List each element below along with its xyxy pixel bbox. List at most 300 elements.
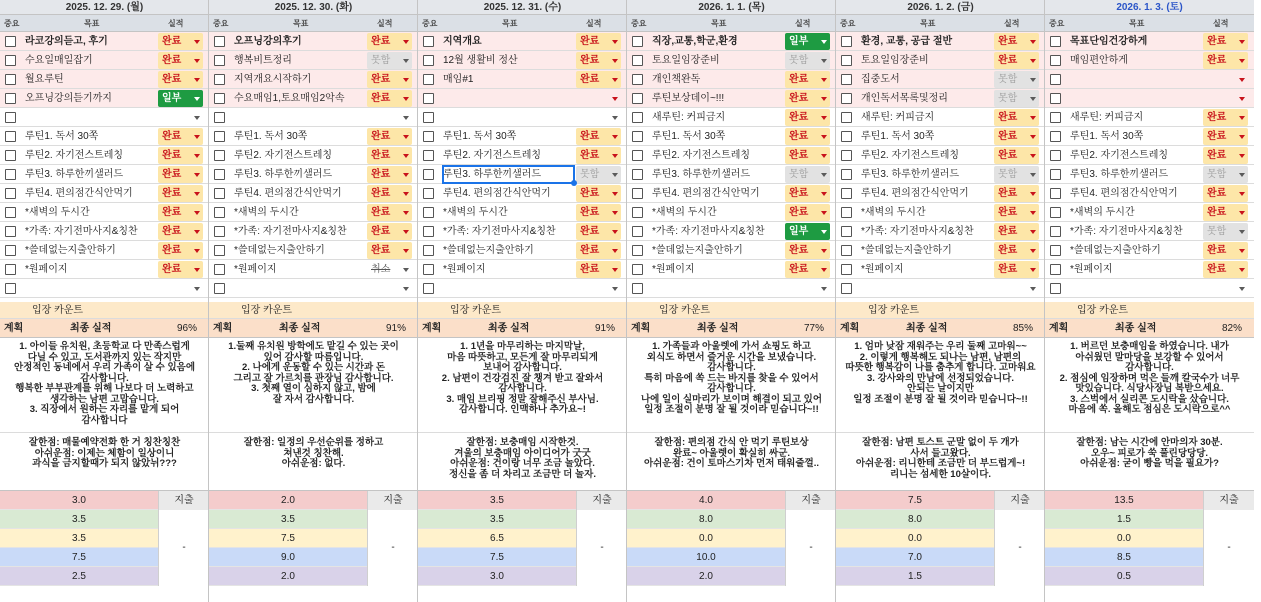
task-name[interactable]: 루틴2. 자기전스트레칭 [234, 150, 333, 161]
status-dropdown[interactable] [785, 261, 830, 278]
task-name[interactable]: 루틴4. 편의점간식안먹기 [234, 188, 342, 199]
status-dropdown[interactable] [994, 204, 1039, 221]
status-dropdown[interactable] [1203, 147, 1248, 164]
number-cell[interactable]: 3.0 [0, 491, 158, 510]
number-cell[interactable]: 7.5 [209, 529, 367, 548]
status-dropdown[interactable] [994, 261, 1039, 278]
task-name[interactable]: 오프닝강의듣기까지 [25, 93, 112, 104]
chevron-down-icon[interactable] [403, 154, 409, 158]
chevron-down-icon[interactable] [1239, 59, 1245, 63]
task-checkbox[interactable] [632, 131, 643, 142]
status-dropdown[interactable] [576, 33, 621, 50]
status-dropdown[interactable] [785, 204, 830, 221]
task-checkbox[interactable] [841, 169, 852, 180]
task-checkbox[interactable] [632, 264, 643, 275]
status-dropdown[interactable] [1203, 261, 1248, 278]
chevron-down-icon[interactable] [1030, 154, 1036, 158]
task-name[interactable]: 월요루틴 [25, 74, 64, 85]
status-dropdown[interactable] [994, 223, 1039, 240]
review-text[interactable]: 잘한점: 남는 시간에 안마의자 30분. 오우~ 피로가 쑥 풀린당당당. 아쉬운점: 굳이 빵을 먹을 필요가? [1045, 433, 1254, 491]
task-name[interactable]: *원페이지 [861, 264, 904, 275]
number-cell[interactable]: 3.5 [418, 510, 576, 529]
task-checkbox[interactable] [5, 264, 16, 275]
expense-value[interactable]: - [994, 510, 1045, 586]
chevron-down-icon[interactable] [821, 59, 827, 63]
task-name[interactable]: *가족: 자기전마사지&칭찬 [1070, 226, 1183, 237]
status-dropdown[interactable] [367, 71, 412, 88]
number-cell[interactable]: 3.5 [0, 529, 158, 548]
number-cell[interactable]: 10.0 [627, 548, 785, 567]
task-checkbox[interactable] [841, 55, 852, 66]
expense-value[interactable]: - [576, 510, 627, 586]
task-checkbox[interactable] [423, 283, 434, 294]
task-name[interactable]: *쓸데없는지출안하기 [234, 245, 325, 256]
task-checkbox[interactable] [214, 112, 225, 123]
task-name[interactable]: 루틴1. 독서 30쪽 [443, 131, 517, 142]
task-checkbox[interactable] [214, 55, 225, 66]
task-name[interactable]: *가족: 자기전마사지&칭찬 [861, 226, 974, 237]
status-dropdown[interactable] [994, 128, 1039, 145]
task-name[interactable] [234, 279, 366, 298]
task-checkbox[interactable] [423, 36, 434, 47]
task-name[interactable]: 루틴3. 하루한끼샐러드 [1070, 169, 1169, 180]
chevron-down-icon[interactable] [612, 211, 618, 215]
number-cell[interactable]: 7.0 [836, 548, 994, 567]
chevron-down-icon[interactable] [194, 135, 200, 139]
task-checkbox[interactable] [214, 245, 225, 256]
task-name[interactable]: *원페이지 [443, 264, 486, 275]
status-dropdown[interactable] [785, 52, 830, 69]
task-checkbox[interactable] [841, 226, 852, 237]
task-checkbox[interactable] [632, 93, 643, 104]
task-name[interactable] [443, 279, 575, 298]
task-checkbox[interactable] [841, 131, 852, 142]
task-name[interactable]: *쓸데없는지출안하기 [25, 245, 116, 256]
number-cell[interactable]: 1.5 [1045, 510, 1203, 529]
task-checkbox[interactable] [632, 245, 643, 256]
chevron-down-icon[interactable] [194, 249, 200, 253]
task-checkbox[interactable] [214, 150, 225, 161]
chevron-down-icon[interactable] [821, 78, 827, 82]
chevron-down-icon[interactable] [1030, 287, 1036, 291]
task-name[interactable]: 직장,교통,학군,환경 [652, 36, 738, 47]
status-dropdown[interactable] [367, 185, 412, 202]
task-checkbox[interactable] [632, 55, 643, 66]
chevron-down-icon[interactable] [403, 59, 409, 63]
chevron-down-icon[interactable] [1239, 116, 1245, 120]
status-dropdown[interactable] [785, 166, 830, 183]
status-dropdown[interactable] [367, 109, 412, 126]
task-checkbox[interactable] [214, 283, 225, 294]
task-checkbox[interactable] [214, 169, 225, 180]
status-dropdown[interactable] [158, 204, 203, 221]
task-name[interactable]: 새루틴: 커피금지 [652, 112, 726, 123]
status-dropdown[interactable] [1203, 166, 1248, 183]
status-dropdown[interactable] [158, 33, 203, 50]
status-dropdown[interactable] [367, 242, 412, 259]
task-name[interactable]: *쓸데없는지출안하기 [652, 245, 743, 256]
task-checkbox[interactable] [632, 36, 643, 47]
task-name[interactable]: *새벽의 두시간 [234, 207, 299, 218]
task-checkbox[interactable] [214, 93, 225, 104]
task-checkbox[interactable] [5, 131, 16, 142]
chevron-down-icon[interactable] [1239, 192, 1245, 196]
task-name[interactable] [443, 108, 575, 127]
task-checkbox[interactable] [632, 74, 643, 85]
status-dropdown[interactable] [576, 147, 621, 164]
task-name[interactable]: 개인책완독 [652, 74, 701, 85]
chevron-down-icon[interactable] [194, 192, 200, 196]
status-dropdown[interactable] [785, 90, 830, 107]
task-checkbox[interactable] [632, 169, 643, 180]
task-checkbox[interactable] [841, 112, 852, 123]
chevron-down-icon[interactable] [612, 135, 618, 139]
status-dropdown[interactable] [994, 242, 1039, 259]
task-checkbox[interactable] [214, 226, 225, 237]
task-checkbox[interactable] [841, 188, 852, 199]
task-checkbox[interactable] [632, 112, 643, 123]
task-name[interactable] [234, 108, 366, 127]
task-name[interactable]: 토요일임장준비 [861, 55, 929, 66]
task-name[interactable]: *쓸데없는지출안하기 [861, 245, 952, 256]
chevron-down-icon[interactable] [821, 249, 827, 253]
status-dropdown[interactable] [994, 90, 1039, 107]
review-text[interactable]: 잘한점: 보충매임 시작한것. 겨울의 보충매임 아이디어가 굿굿 아쉬운점: 건이랑 너무 조금 놀았다. 정신을 좀 더 차리고 조금만 더 놀자. [418, 433, 627, 491]
task-checkbox[interactable] [423, 245, 434, 256]
task-name[interactable]: 루틴1. 독서 30쪽 [1070, 131, 1144, 142]
task-name[interactable]: *새벽의 두시간 [861, 207, 926, 218]
status-dropdown[interactable] [994, 109, 1039, 126]
status-dropdown[interactable] [158, 223, 203, 240]
task-name[interactable]: 12월 생활비 정산 [443, 55, 518, 66]
status-dropdown[interactable] [576, 261, 621, 278]
expense-value[interactable]: - [1203, 510, 1254, 586]
task-name[interactable]: 루틴3. 하루한끼샐러드 [25, 169, 124, 180]
status-dropdown[interactable] [785, 185, 830, 202]
status-dropdown[interactable] [1203, 52, 1248, 69]
chevron-down-icon[interactable] [403, 287, 409, 291]
chevron-down-icon[interactable] [612, 78, 618, 82]
status-dropdown[interactable] [158, 128, 203, 145]
task-checkbox[interactable] [1050, 74, 1061, 85]
chevron-down-icon[interactable] [612, 59, 618, 63]
task-name[interactable]: 수요일매일잡기 [25, 55, 93, 66]
status-dropdown[interactable] [576, 128, 621, 145]
status-dropdown[interactable] [576, 90, 621, 107]
chevron-down-icon[interactable] [1239, 78, 1245, 82]
task-name[interactable]: 루틴2. 자기전스트레칭 [652, 150, 751, 161]
status-dropdown[interactable] [367, 52, 412, 69]
chevron-down-icon[interactable] [1239, 97, 1245, 101]
gratitude-text[interactable]: 1. 1년을 마무리하는 마지막날, 마음 따뜻하고, 모든게 잘 마무리되게 보내어 감사합니다. 2. 남편이 건강검진 잘 챙겨 받고 잘와서 감사합니다. 3. 매임 브리핑 정말 잘해주신 부사님. 감사합니다. 인맥하나 추가요~! [418, 338, 627, 433]
status-dropdown[interactable] [576, 166, 621, 183]
chevron-down-icon[interactable] [1239, 287, 1245, 291]
task-checkbox[interactable] [5, 169, 16, 180]
task-checkbox[interactable] [1050, 36, 1061, 47]
status-dropdown[interactable] [994, 185, 1039, 202]
chevron-down-icon[interactable] [403, 249, 409, 253]
task-name[interactable] [25, 108, 157, 127]
task-checkbox[interactable] [841, 74, 852, 85]
task-name[interactable]: *쓸데없는지출안하기 [443, 245, 534, 256]
chevron-down-icon[interactable] [612, 40, 618, 44]
chevron-down-icon[interactable] [821, 97, 827, 101]
chevron-down-icon[interactable] [1030, 59, 1036, 63]
task-name[interactable]: 목표단임건강하게 [1070, 36, 1148, 47]
task-name[interactable]: 루틴3. 하루한끼샐러드 [861, 169, 960, 180]
number-cell[interactable]: 7.5 [0, 548, 158, 567]
chevron-down-icon[interactable] [821, 173, 827, 177]
chevron-down-icon[interactable] [612, 154, 618, 158]
number-cell[interactable]: 8.0 [836, 510, 994, 529]
task-name[interactable]: 루틴3. 하루한끼샐러드 [443, 169, 542, 180]
chevron-down-icon[interactable] [403, 211, 409, 215]
number-cell[interactable]: 3.5 [0, 510, 158, 529]
number-cell[interactable]: 9.0 [209, 548, 367, 567]
review-text[interactable]: 잘한점: 남편 토스트 군말 없이 두 개가 사서 들고왔다. 아쉬운점: 리니한테 조금만 더 부드럽게~! 리니는 섬세한 10살이다. [836, 433, 1045, 491]
number-cell[interactable]: 4.0 [627, 491, 785, 510]
chevron-down-icon[interactable] [1239, 211, 1245, 215]
task-name[interactable]: 루틴1. 독서 30쪽 [652, 131, 726, 142]
task-name[interactable]: 루틴2. 자기전스트레칭 [861, 150, 960, 161]
chevron-down-icon[interactable] [194, 59, 200, 63]
task-name[interactable] [25, 279, 157, 298]
task-name[interactable]: 루틴4. 편의점간식안먹기 [443, 188, 551, 199]
chevron-down-icon[interactable] [194, 116, 200, 120]
task-checkbox[interactable] [1050, 169, 1061, 180]
chevron-down-icon[interactable] [403, 40, 409, 44]
status-dropdown[interactable] [576, 223, 621, 240]
task-checkbox[interactable] [1050, 93, 1061, 104]
task-checkbox[interactable] [841, 283, 852, 294]
chevron-down-icon[interactable] [1030, 97, 1036, 101]
expense-value[interactable]: - [158, 510, 209, 586]
status-dropdown[interactable] [158, 52, 203, 69]
task-checkbox[interactable] [5, 188, 16, 199]
task-checkbox[interactable] [1050, 226, 1061, 237]
task-checkbox[interactable] [423, 226, 434, 237]
chevron-down-icon[interactable] [403, 173, 409, 177]
task-checkbox[interactable] [214, 264, 225, 275]
chevron-down-icon[interactable] [403, 135, 409, 139]
chevron-down-icon[interactable] [403, 230, 409, 234]
status-dropdown[interactable] [994, 280, 1039, 297]
chevron-down-icon[interactable] [821, 192, 827, 196]
task-name[interactable] [652, 279, 784, 298]
status-dropdown[interactable] [158, 242, 203, 259]
task-checkbox[interactable] [5, 93, 16, 104]
number-cell[interactable]: 2.0 [209, 567, 367, 586]
task-checkbox[interactable] [5, 283, 16, 294]
status-dropdown[interactable] [367, 204, 412, 221]
task-checkbox[interactable] [841, 245, 852, 256]
task-checkbox[interactable] [841, 207, 852, 218]
task-name[interactable]: 매임편안하게 [1070, 55, 1128, 66]
task-name[interactable]: 지역개요 [443, 36, 482, 47]
task-name[interactable]: 행복비트정리 [234, 55, 292, 66]
task-checkbox[interactable] [5, 226, 16, 237]
status-dropdown[interactable] [785, 33, 830, 50]
status-dropdown[interactable] [576, 242, 621, 259]
number-cell[interactable]: 13.5 [1045, 491, 1203, 510]
task-checkbox[interactable] [423, 188, 434, 199]
status-dropdown[interactable] [576, 52, 621, 69]
task-checkbox[interactable] [1050, 150, 1061, 161]
chevron-down-icon[interactable] [194, 268, 200, 272]
chevron-down-icon[interactable] [821, 268, 827, 272]
chevron-down-icon[interactable] [821, 116, 827, 120]
gratitude-text[interactable]: 1. 엄마 낮잠 재워주는 우리 둘째 고마워~~ 2. 이렇게 행복해도 되나는 남편, 남편의 따뜻한 행복감이 나를 춤추게 합니다. 고마워요 3. 강사와의 만남에 선정되었습니다. 안되는 날이지만 일정 조절이 분명 잘 될 것이라 믿습니다~!! [836, 338, 1045, 433]
task-name[interactable]: 오프닝강의후기 [234, 36, 302, 47]
task-name[interactable]: *새벽의 두시간 [652, 207, 717, 218]
status-dropdown[interactable] [1203, 71, 1248, 88]
task-name[interactable]: 새루틴: 커피금지 [861, 112, 935, 123]
status-dropdown[interactable] [1203, 128, 1248, 145]
chevron-down-icon[interactable] [403, 78, 409, 82]
expense-value[interactable]: - [367, 510, 418, 586]
status-dropdown[interactable] [1203, 204, 1248, 221]
status-dropdown[interactable] [158, 185, 203, 202]
chevron-down-icon[interactable] [1239, 173, 1245, 177]
chevron-down-icon[interactable] [612, 249, 618, 253]
task-name[interactable]: 루틴3. 하루한끼샐러드 [234, 169, 333, 180]
status-dropdown[interactable] [367, 90, 412, 107]
task-checkbox[interactable] [632, 150, 643, 161]
chevron-down-icon[interactable] [403, 268, 409, 272]
number-cell[interactable]: 7.5 [836, 491, 994, 510]
status-dropdown[interactable] [367, 128, 412, 145]
chevron-down-icon[interactable] [1030, 78, 1036, 82]
status-dropdown[interactable] [785, 223, 830, 240]
status-dropdown[interactable] [158, 166, 203, 183]
chevron-down-icon[interactable] [612, 97, 618, 101]
task-checkbox[interactable] [423, 55, 434, 66]
task-name[interactable]: *가족: 자기전마사지&칭찬 [25, 226, 138, 237]
task-checkbox[interactable] [423, 169, 434, 180]
gratitude-text[interactable]: 1. 아이들 유치원, 초등학교 다 만족스럽게 다닐 수 있고, 도서관까지 있는 작지만 안정적인 동네에서 우리 가족이 살 수 있음에 감사합니다. 행복한 부부관계를 위해 나보다 더 노력하고 생각하는 남편 고맙습니다. 3. 직장에서 원하는 자리를 맡게 되어 감사합니다 [0, 338, 209, 433]
task-checkbox[interactable] [632, 207, 643, 218]
chevron-down-icon[interactable] [1030, 230, 1036, 234]
status-dropdown[interactable] [158, 280, 203, 297]
task-name[interactable]: 환경, 교통, 공급 절반 [861, 36, 953, 47]
chevron-down-icon[interactable] [1239, 154, 1245, 158]
number-cell[interactable]: 0.0 [836, 529, 994, 548]
task-name[interactable]: *새벽의 두시간 [443, 207, 508, 218]
task-name[interactable]: 루틴1. 독서 30쪽 [861, 131, 935, 142]
task-name[interactable]: 루틴4. 편의점간식안먹기 [25, 188, 133, 199]
task-checkbox[interactable] [632, 226, 643, 237]
task-checkbox[interactable] [423, 131, 434, 142]
chevron-down-icon[interactable] [821, 287, 827, 291]
chevron-down-icon[interactable] [194, 97, 200, 101]
task-name[interactable]: 개인독서목록및정리 [861, 93, 948, 104]
task-checkbox[interactable] [841, 93, 852, 104]
task-checkbox[interactable] [423, 74, 434, 85]
review-text[interactable]: 잘한점: 매물예약전화 한 거 칭찬칭찬 아쉬운점: 이제는 체함이 일상이니 과식을 금지할때가 되지 않았뉘??? [0, 433, 209, 491]
status-dropdown[interactable] [158, 147, 203, 164]
status-dropdown[interactable] [1203, 90, 1248, 107]
task-name[interactable]: 매임#1 [443, 74, 474, 85]
number-cell[interactable]: 0.5 [1045, 567, 1203, 586]
chevron-down-icon[interactable] [1239, 135, 1245, 139]
status-dropdown[interactable] [367, 223, 412, 240]
task-checkbox[interactable] [423, 93, 434, 104]
chevron-down-icon[interactable] [821, 211, 827, 215]
chevron-down-icon[interactable] [194, 211, 200, 215]
status-dropdown[interactable] [367, 261, 412, 278]
review-text[interactable]: 잘한점: 일정의 우선순위를 정하고 쳐낸것 칭찬해. 아쉬운점: 없다. [209, 433, 418, 491]
task-checkbox[interactable] [1050, 55, 1061, 66]
task-name[interactable]: 루틴1. 독서 30쪽 [25, 131, 99, 142]
chevron-down-icon[interactable] [1030, 211, 1036, 215]
task-checkbox[interactable] [423, 150, 434, 161]
task-name[interactable]: 루틴3. 하루한끼샐러드 [652, 169, 751, 180]
status-dropdown[interactable] [994, 71, 1039, 88]
task-checkbox[interactable] [5, 150, 16, 161]
status-dropdown[interactable] [994, 52, 1039, 69]
status-dropdown[interactable] [158, 261, 203, 278]
task-name[interactable]: 루틴1. 독서 30쪽 [234, 131, 308, 142]
task-checkbox[interactable] [423, 207, 434, 218]
task-checkbox[interactable] [5, 74, 16, 85]
status-dropdown[interactable] [1203, 109, 1248, 126]
chevron-down-icon[interactable] [821, 40, 827, 44]
status-dropdown[interactable] [1203, 185, 1248, 202]
number-cell[interactable]: 6.5 [418, 529, 576, 548]
task-name[interactable]: 루틴2. 자기전스트레칭 [443, 150, 542, 161]
task-name[interactable]: *쓸데없는지출안하기 [1070, 245, 1161, 256]
status-dropdown[interactable] [367, 280, 412, 297]
status-dropdown[interactable] [576, 280, 621, 297]
status-dropdown[interactable] [1203, 280, 1248, 297]
chevron-down-icon[interactable] [612, 268, 618, 272]
task-checkbox[interactable] [5, 55, 16, 66]
task-name[interactable]: 루틴2. 자기전스트레칭 [25, 150, 124, 161]
task-name[interactable]: *원페이지 [1070, 264, 1113, 275]
task-checkbox[interactable] [214, 36, 225, 47]
task-checkbox[interactable] [1050, 131, 1061, 142]
task-checkbox[interactable] [214, 74, 225, 85]
task-name[interactable]: *새벽의 두시간 [25, 207, 90, 218]
number-cell[interactable]: 8.5 [1045, 548, 1203, 567]
status-dropdown[interactable] [367, 147, 412, 164]
task-name[interactable] [1070, 89, 1202, 108]
chevron-down-icon[interactable] [821, 135, 827, 139]
chevron-down-icon[interactable] [403, 116, 409, 120]
chevron-down-icon[interactable] [612, 287, 618, 291]
task-checkbox[interactable] [1050, 112, 1061, 123]
task-checkbox[interactable] [632, 188, 643, 199]
gratitude-text[interactable]: 1. 가족들과 아울렛에 가서 쇼핑도 하고 외식도 하면서 즐거운 시간을 보냈습니다. 감사합니다. 특히 마음에 쏙 드는 바지를 찾을 수 있어서 감사합니다. 나에 일이 실마리가 보이며 해결이 되고 있어 일정 조절이 분명 잘 될 것이라 믿습니다~!! [627, 338, 836, 433]
status-dropdown[interactable] [158, 90, 203, 107]
task-name[interactable]: 루틴보상데이~!!! [652, 93, 725, 104]
chevron-down-icon[interactable] [403, 192, 409, 196]
task-checkbox[interactable] [5, 245, 16, 256]
number-cell[interactable]: 3.5 [209, 510, 367, 529]
task-name[interactable]: *가족: 자기전마사지&칭찬 [652, 226, 765, 237]
gratitude-text[interactable]: 1.둘째 유치원 방학에도 맡길 수 있는 곳이 있어 감사할 따름입니다. 2. 나에게 운동할 수 있는 시간과 돈 그리고 잘 가르치를 관장님 감사합니다. 3. 첫째 열이 심하지 않고, 밤에 잘 자서 감사합니다. [209, 338, 418, 433]
status-dropdown[interactable] [785, 280, 830, 297]
gratitude-text[interactable]: 1. 버르던 보충매임을 하였습니다. 내가 아쉬웠던 말마당을 보강할 수 있어서 감사합니다. 2. 점심에 임장하며 먹은 들깨 칼국수가 너무 맛있습니다. 식당사장님 복받으세요. 3. 스벅에서 실리콘 도시락을 샀습니다. 마음에 쏙. 올해도 점심은 도시락으로^^ [1045, 338, 1254, 433]
task-name[interactable]: *새벽의 두시간 [1070, 207, 1135, 218]
chevron-down-icon[interactable] [1030, 249, 1036, 253]
task-checkbox[interactable] [1050, 207, 1061, 218]
status-dropdown[interactable] [158, 109, 203, 126]
task-name[interactable]: 루틴4. 편의점간식안먹기 [652, 188, 760, 199]
task-name[interactable]: *원페이지 [234, 264, 277, 275]
chevron-down-icon[interactable] [1239, 249, 1245, 253]
status-dropdown[interactable] [158, 71, 203, 88]
